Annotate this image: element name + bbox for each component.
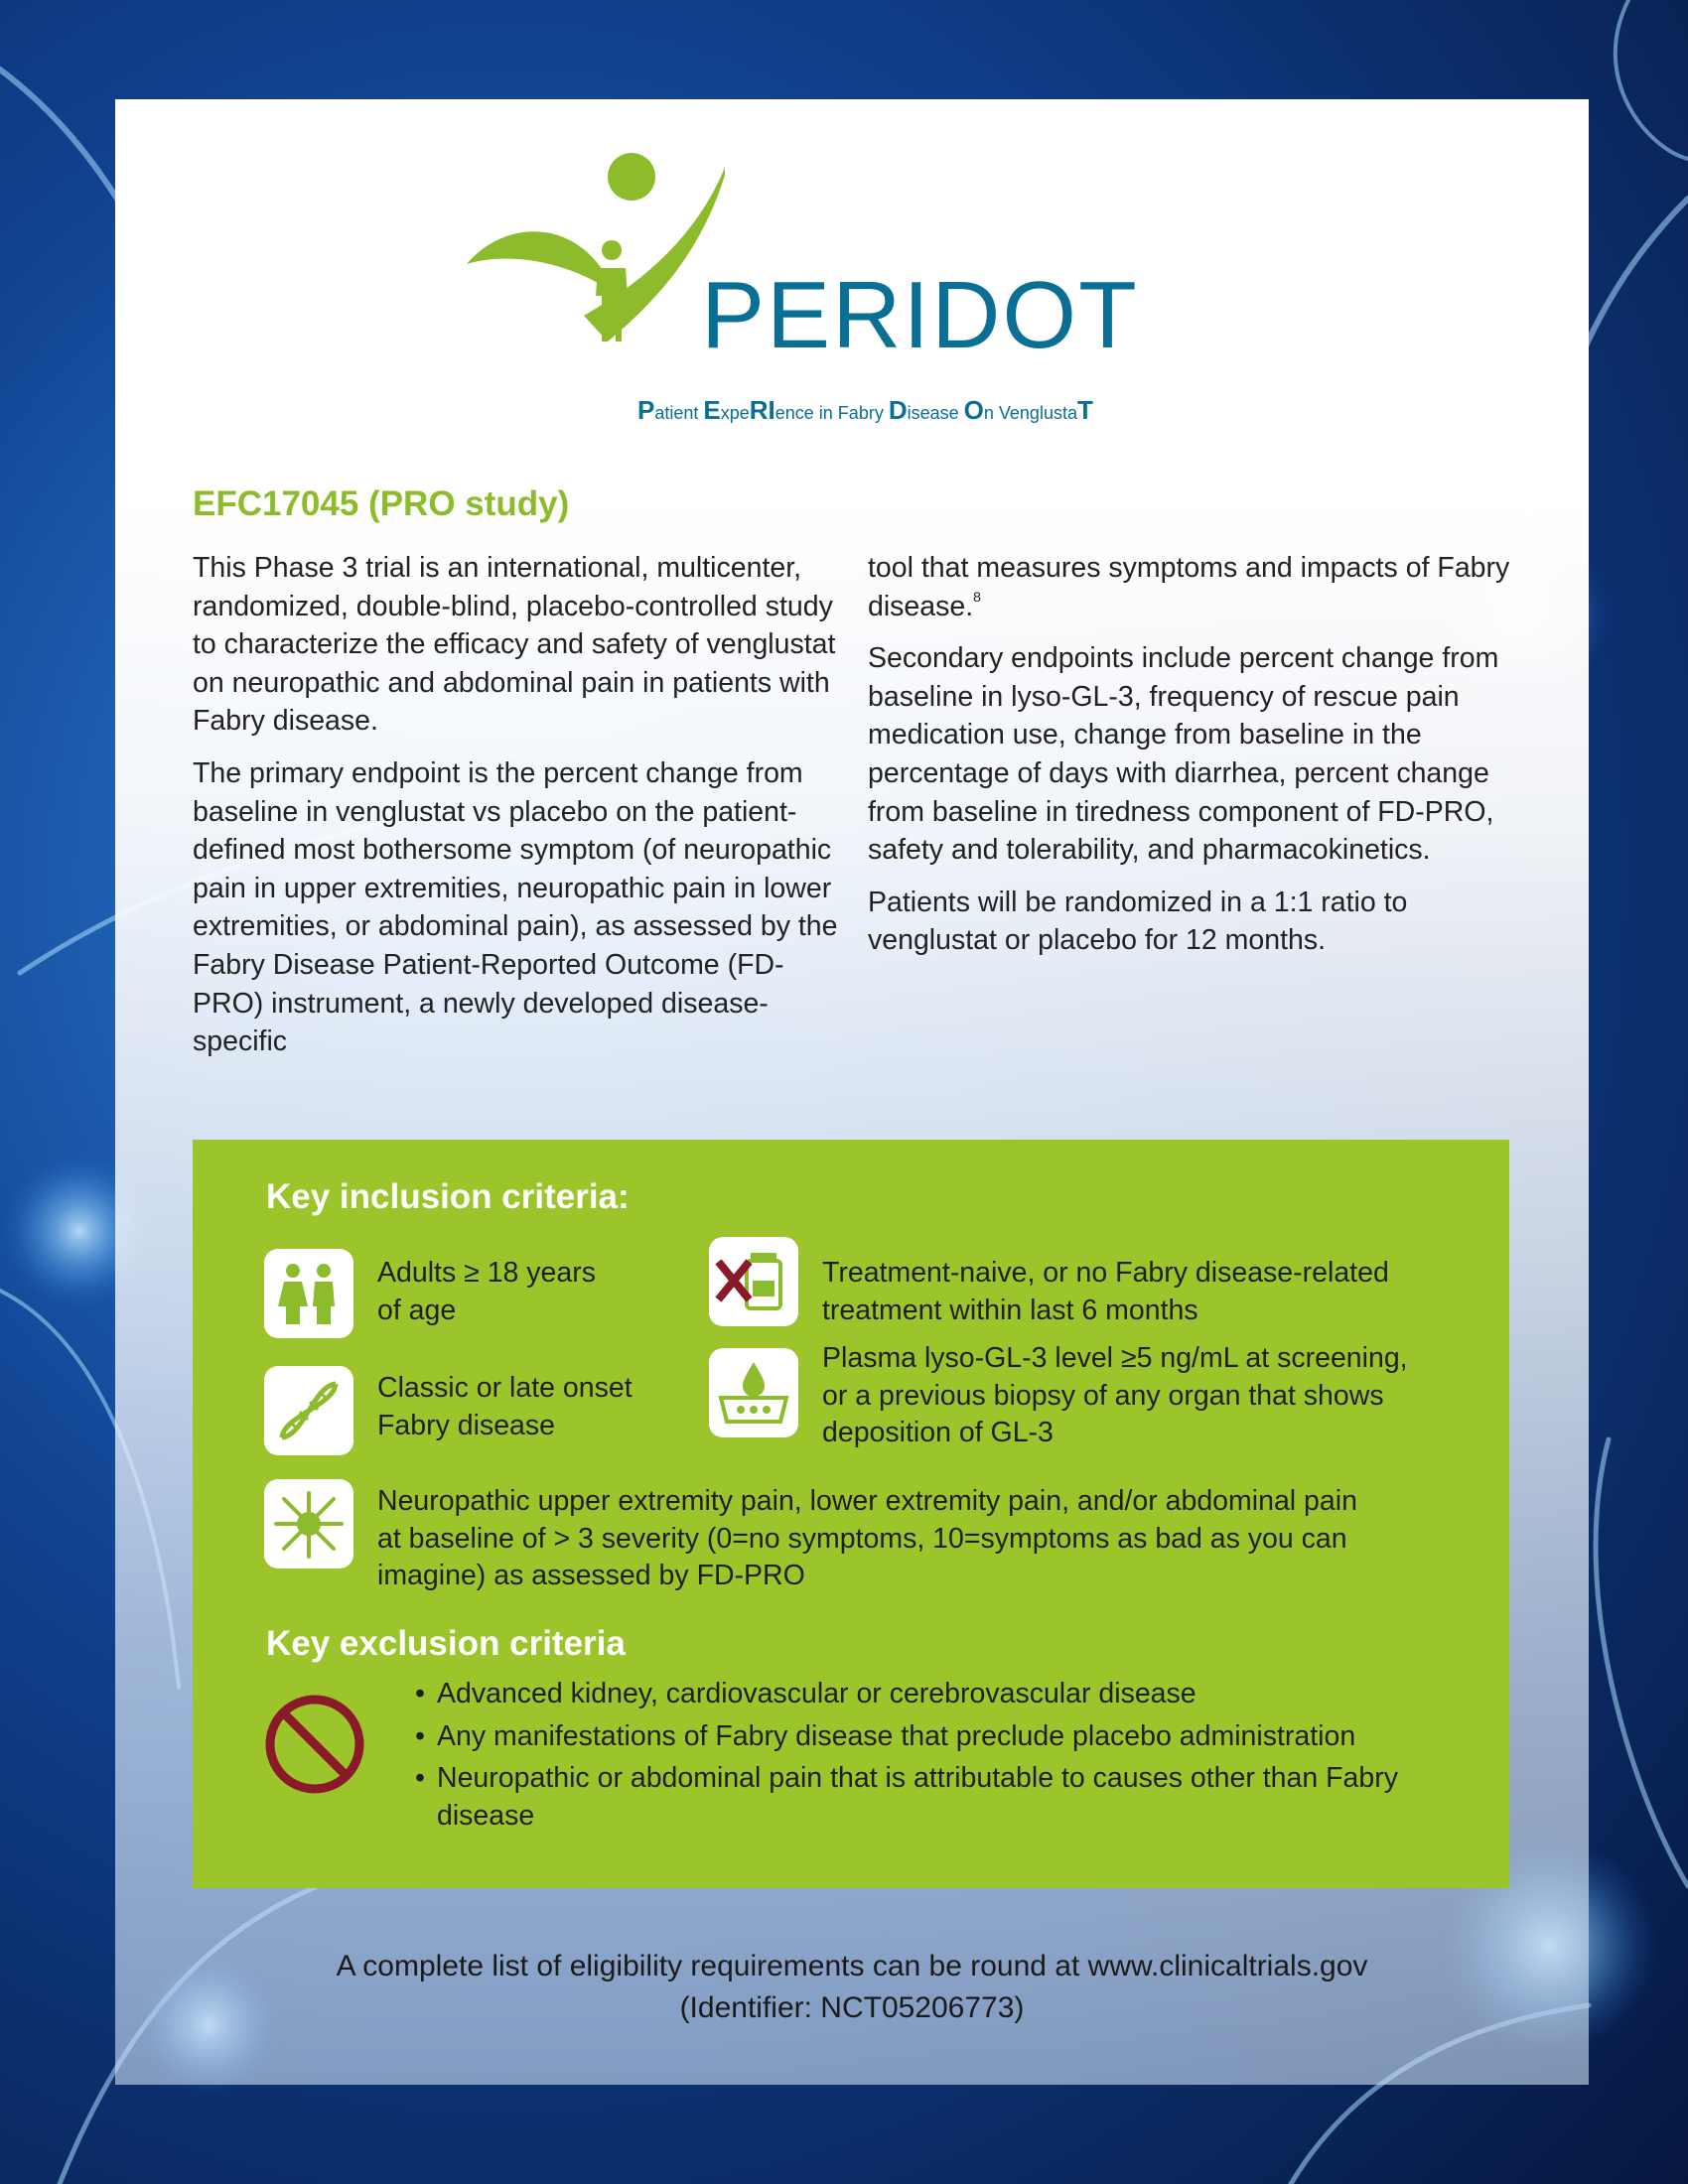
line: Classic or late onset	[377, 1372, 633, 1404]
plasma-test-icon	[709, 1348, 798, 1437]
line: or a previous biopsy of any organ that shows	[822, 1379, 1384, 1412]
exclusion-item: • Advanced kidney, cardiovascular or cerebrovascular disease	[415, 1676, 1487, 1713]
inclusion-heading: Key inclusion criteria:	[266, 1177, 630, 1216]
line: Adults ≥ 18 years	[377, 1257, 596, 1289]
exclusion-heading: Key exclusion criteria	[266, 1624, 626, 1663]
inclusion-item-treatment	[822, 1255, 1497, 1329]
randomization-paragraph: Patients will be randomized in a 1:1 ratio to venglustat or placebo for 12 months.	[868, 886, 1408, 957]
line: imagine) as assessed by FD-PRO	[377, 1560, 805, 1592]
reference-superscript: 8	[973, 588, 981, 605]
tagline-acronym-letter: P	[637, 395, 655, 425]
tagline-text: isease	[907, 403, 964, 423]
inclusion-item-plasma	[822, 1340, 1497, 1452]
inclusion-item-disease	[377, 1370, 695, 1444]
tagline-acronym-letter: T	[1076, 395, 1093, 425]
tagline-text: ence in Fabry	[774, 403, 889, 423]
study-description-left	[193, 549, 848, 1075]
adults-icon	[264, 1249, 353, 1338]
study-title: EFC17045 (PRO study)	[193, 484, 570, 523]
tagline-acronym-letter: D	[888, 395, 908, 425]
continuation-text: tool that measures symptoms and impacts of Fabry disease.	[868, 552, 1510, 622]
tagline-text: xpe	[720, 403, 750, 423]
line: at baseline of > 3 severity (0=no symptoms, 10=symptoms as bad as you can	[377, 1522, 1347, 1555]
tagline-text: atient	[654, 403, 704, 423]
dna-icon	[264, 1366, 353, 1455]
line: of age	[377, 1294, 457, 1326]
exclusion-item: • Any manifestations of Fabry disease that preclude placebo administration	[415, 1718, 1487, 1756]
no-treatment-icon	[709, 1237, 798, 1326]
inclusion-item-age	[377, 1255, 695, 1329]
tagline-acronym-letter: E	[703, 395, 721, 425]
line: Treatment-naive, or no Fabry disease-related	[822, 1257, 1389, 1289]
line: Fabry disease	[377, 1409, 556, 1441]
footer-eligibility-note: A complete list of eligibility requirements can be round at www.clinicaltrials.gov	[336, 1950, 1368, 1982]
primary-endpoint-paragraph: The primary endpoint is the percent change from baseline in venglustat vs placebo on the patient-defined most bothersome symptom (of neuropathic pain in upper extremities, neuropathic pain in lower extremities, or abdominal pain), as assessed by the Fabry Disease Patient-Reported Outcome (FD-PRO) instrument, a newly developed disease-specific	[193, 756, 838, 1058]
inclusion-item-pain	[377, 1483, 1489, 1595]
primary-endpoint-continuation	[868, 549, 1523, 625]
secondary-endpoints-paragraph: Secondary endpoints include percent change from baseline in lyso-GL-3, frequency of rescue pain medication use, change from baseline in the percentage of days with diarrhea, percent change from baseline in tiredness component of FD-PRO, safety and tolerability, and pharmacokinetics.	[868, 642, 1499, 867]
line: Neuropathic upper extremity pain, lower extremity pain, and/or abdominal pain	[377, 1485, 1357, 1517]
tagline-acronym-letter: RI	[749, 395, 775, 425]
line: deposition of GL-3	[822, 1417, 1054, 1449]
prohibited-icon	[262, 1692, 367, 1797]
exclusion-list	[415, 1676, 1487, 1840]
study-description-right	[868, 549, 1523, 974]
neuron-icon	[264, 1479, 353, 1569]
line: Plasma lyso-GL-3 level ≥5 ng/mL at screening,	[822, 1342, 1408, 1374]
tagline-text: n Venglusta	[983, 403, 1077, 423]
brand-name: PERIDOT	[701, 262, 1139, 368]
peridot-logo-icon	[467, 147, 725, 355]
criteria-box	[193, 1140, 1509, 1888]
brand-tagline	[637, 395, 1093, 426]
overview-paragraph: This Phase 3 trial is an international, multicenter, randomized, double-blind, placebo-controlled study to characterize the efficacy and safety of venglustat on neuropathic and abdominal pain in patients with Fabry disease.	[193, 552, 836, 738]
line: treatment within last 6 months	[822, 1294, 1198, 1326]
tagline-acronym-letter: O	[963, 395, 984, 425]
exclusion-item: • Neuropathic or abdominal pain that is attributable to causes other than Fabry disease	[415, 1760, 1487, 1835]
footer-identifier: (Identifier: NCT05206773)	[679, 1991, 1025, 2024]
